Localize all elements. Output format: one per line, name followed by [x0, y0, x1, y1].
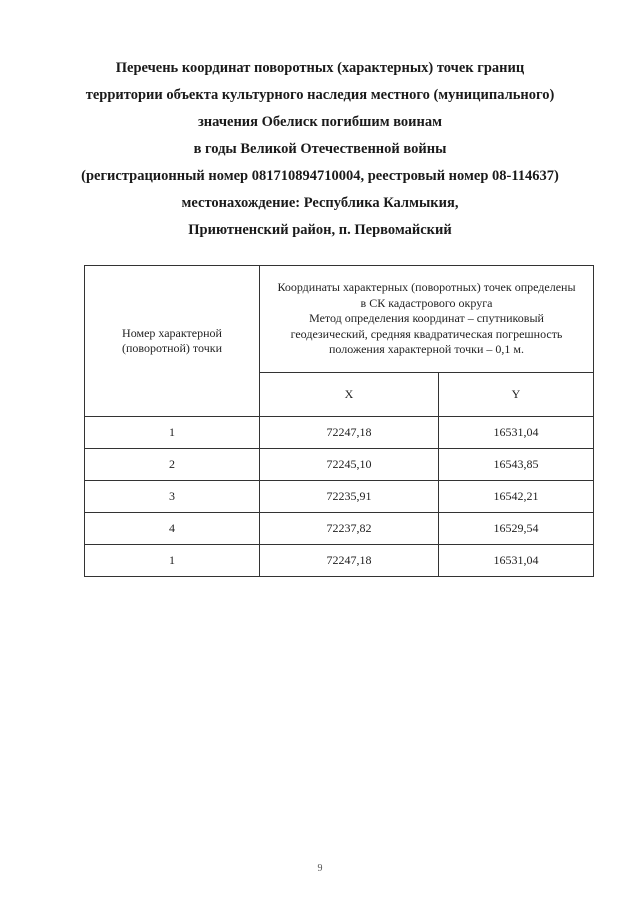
cell-y: 16542,21	[439, 481, 594, 513]
table-row	[85, 513, 594, 545]
title-line-7: Приютненский район, п. Первомайский	[188, 222, 452, 238]
header-point-line-2: (поворотной) точки	[122, 341, 222, 355]
header-coords-line-4: геодезический, средняя квадратическая погрешность	[290, 326, 563, 341]
coordinates-table	[84, 265, 594, 577]
header-point-number	[85, 266, 260, 417]
header-coords-line-2: в СК кадастрового округа	[360, 295, 493, 310]
table-row	[85, 449, 594, 481]
title-line-3: значения Обелиск погибшим воинам	[197, 114, 443, 130]
cell-y: 16529,54	[439, 513, 594, 545]
document-title	[40, 55, 600, 244]
cell-x: 72237,82	[260, 513, 439, 545]
cell-y: 16543,85	[439, 449, 594, 481]
cell-point: 1	[85, 417, 260, 449]
header-coords-line-5: положения характерной точки – 0,1 м.	[328, 342, 524, 357]
cell-point: 1	[85, 545, 260, 577]
header-x: X	[260, 373, 439, 417]
cell-x: 72247,18	[260, 417, 439, 449]
header-point-line-1: Номер характерной	[122, 326, 222, 340]
title-line-5: (регистрационный номер 081710894710004, реестровый номер 08-114637)	[81, 168, 559, 184]
cell-x: 72247,18	[260, 545, 439, 577]
title-line-2: территории объекта культурного наследия местного (муниципального)	[85, 87, 555, 103]
table-row	[85, 481, 594, 513]
title-line-6: местонахождение: Республика Калмыкия,	[181, 195, 459, 211]
header-coordinates	[260, 266, 594, 373]
cell-y: 16531,04	[439, 417, 594, 449]
table-row	[85, 545, 594, 577]
cell-point: 3	[85, 481, 260, 513]
cell-x: 72245,10	[260, 449, 439, 481]
cell-point: 2	[85, 449, 260, 481]
header-coords-line-1: Координаты характерных (поворотных) точек определены	[277, 280, 576, 295]
page-number: 9	[317, 863, 323, 874]
header-y: Y	[439, 373, 594, 417]
table-row	[85, 417, 594, 449]
title-line-1: Перечень координат поворотных (характерных) точек границ	[115, 60, 525, 76]
header-coords-line-3: Метод определения координат – спутниковый	[309, 311, 544, 326]
cell-y: 16531,04	[439, 545, 594, 577]
cell-point: 4	[85, 513, 260, 545]
title-line-4: в годы Великой Отечественной войны	[193, 141, 447, 157]
cell-x: 72235,91	[260, 481, 439, 513]
